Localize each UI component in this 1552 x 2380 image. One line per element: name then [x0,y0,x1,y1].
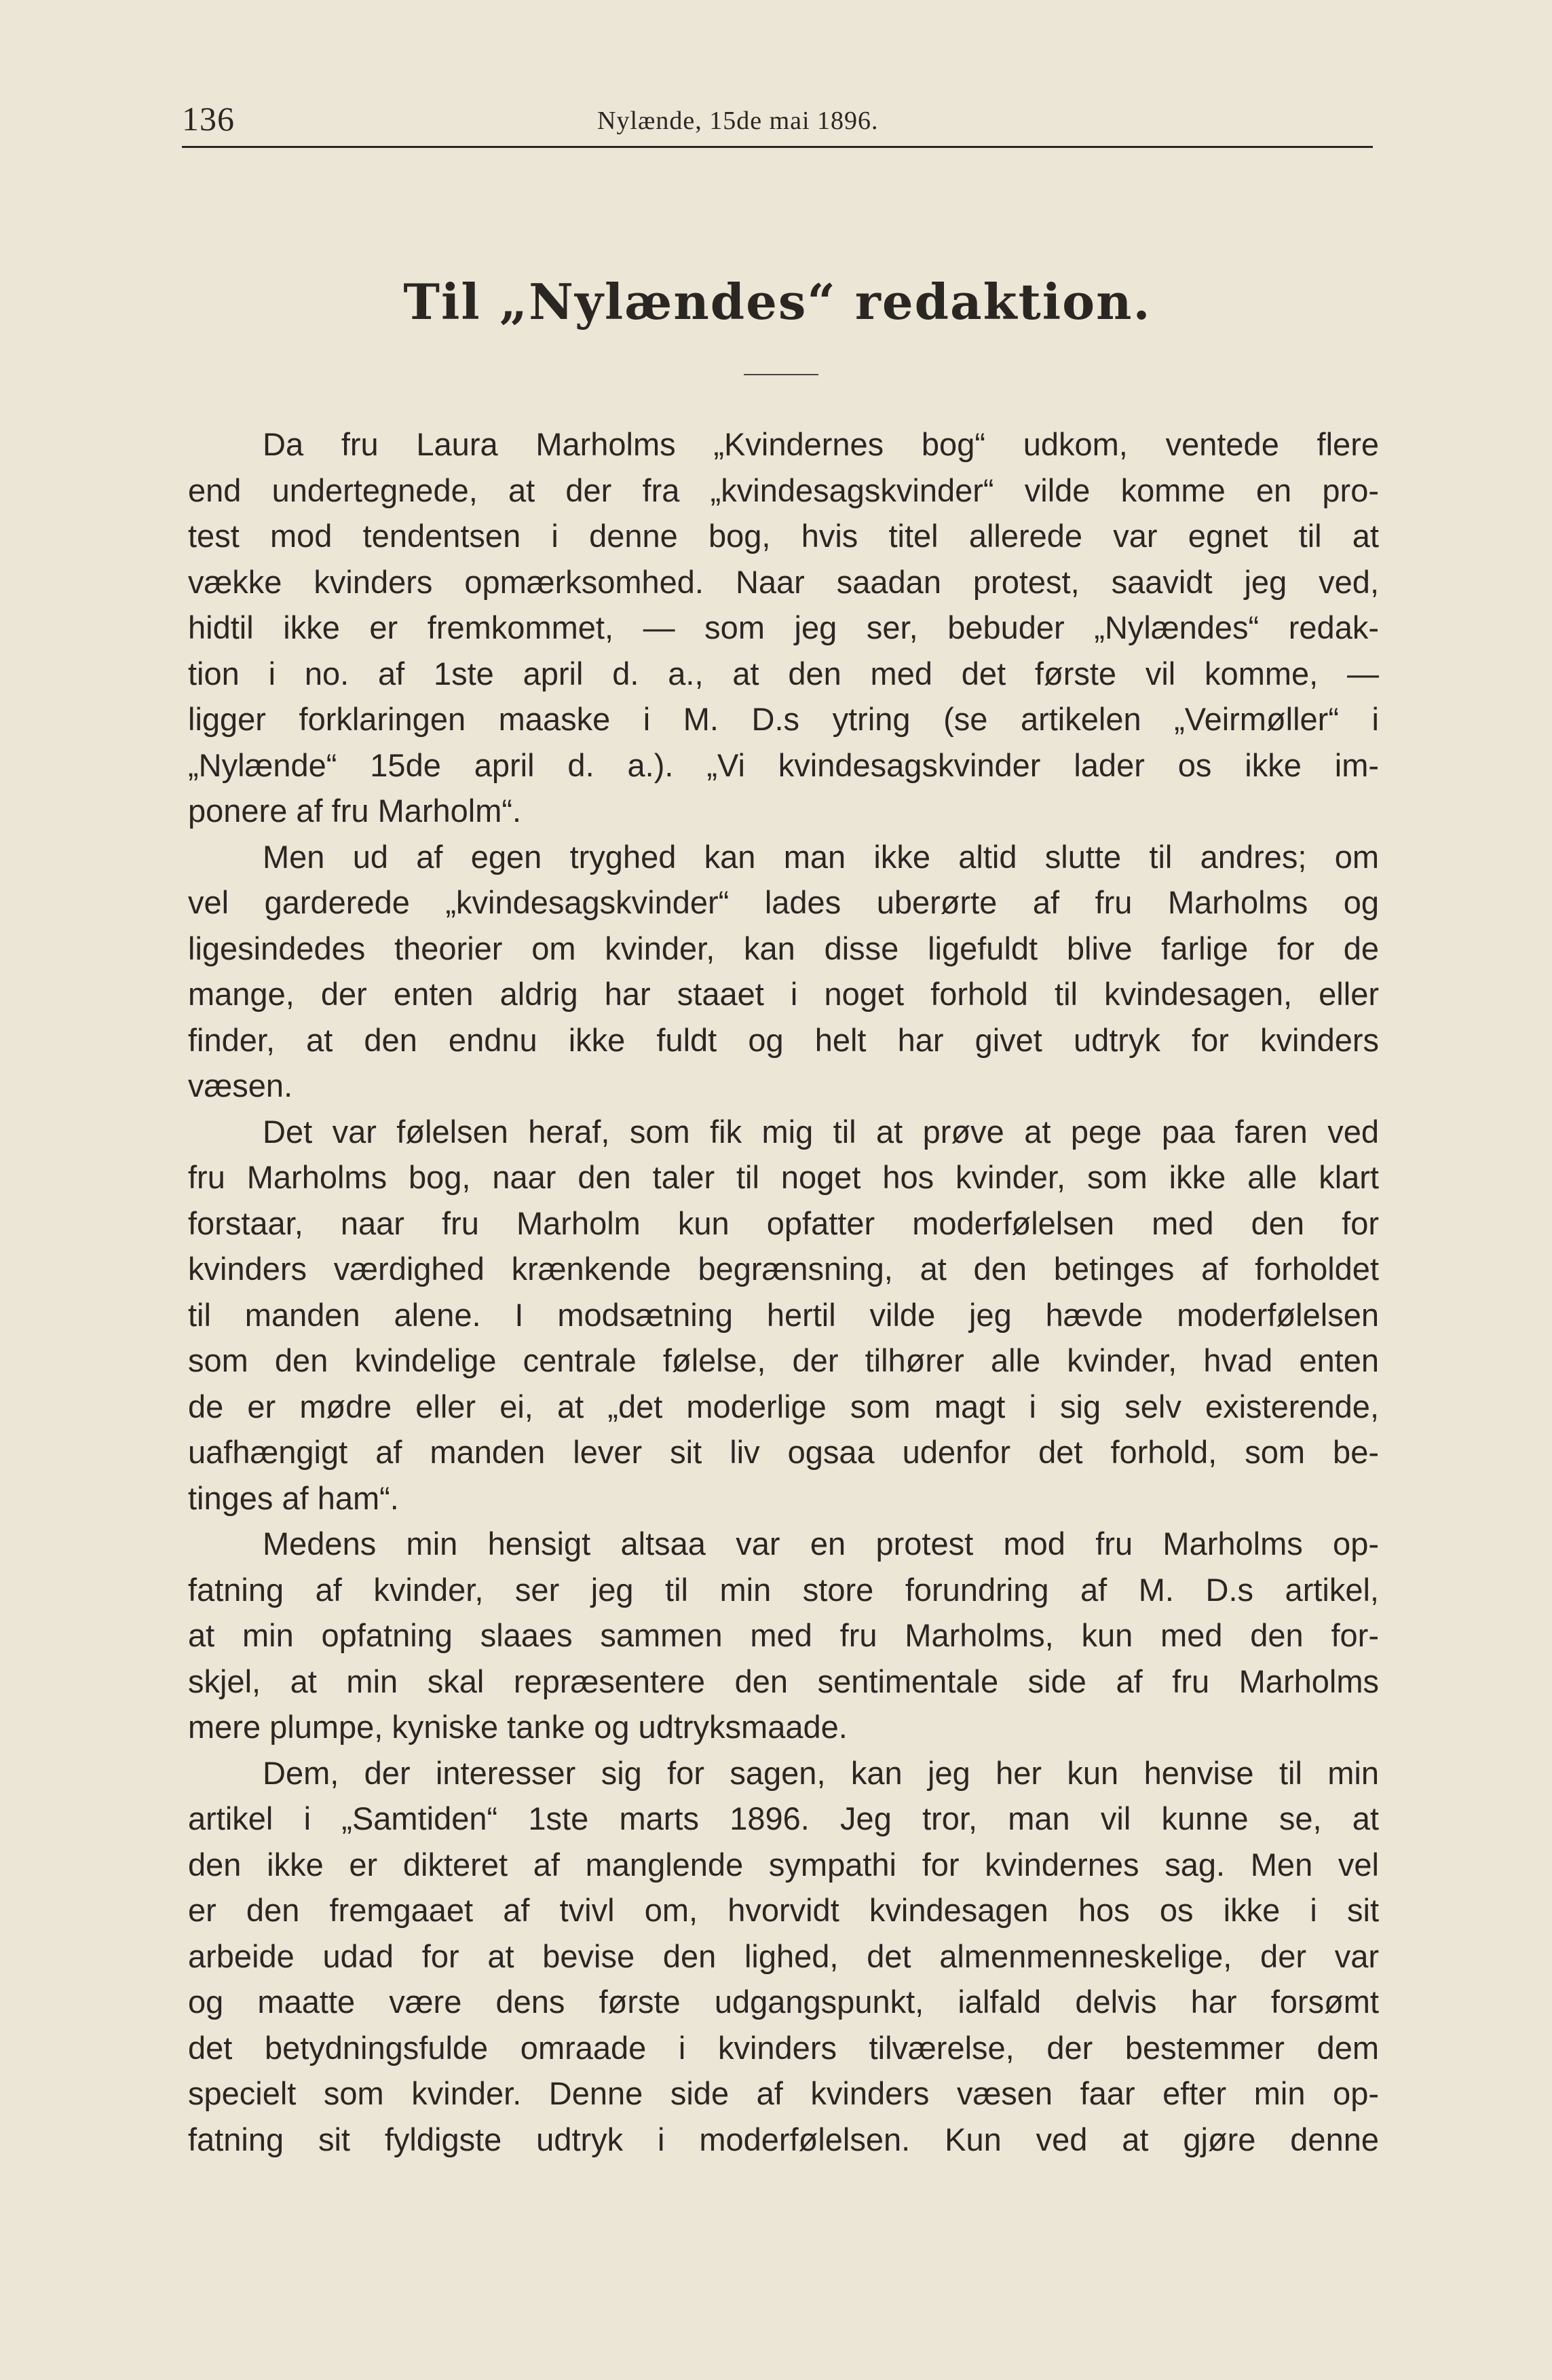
text-line: Men ud af egen tryghed kan man ikke altid slutte til andres; om [263,838,1379,875]
text-line: ligger forklaringen maaske i M. D.s ytring (se artikelen „Veirmøller“ i [188,701,1379,737]
text-line: arbeide udad for at bevise den lighed, det almenmenneskelige, der var [188,1938,1379,1974]
text-line: mere plumpe, kyniske tanke og udtryksmaade. [188,1709,848,1745]
text-line: mange, der enten aldrig har staaet i noget forhold til kvindesagen, eller [188,976,1379,1012]
text-line: at min opfatning slaaes sammen med fru Marholms, kun med den for- [188,1617,1379,1653]
text-line: til manden alene. I modsætning hertil vilde jeg hævde moderfølelsen [188,1296,1379,1333]
text-line: det betydningsfulde omraade i kvinders tilværelse, der bestemmer dem [188,2029,1379,2066]
text-line: hidtil ikke er fremkommet, — som jeg ser, bebuder „Nylændes“ redak- [188,609,1379,645]
text-line: skjel, at min skal repræsentere den sentimentale side af fru Marholms [188,1663,1379,1699]
running-head: Nylænde, 15de mai 1896. [597,107,879,135]
text-line: vel garderede „kvindesagskvinder“ lades uberørte af fru Marholms og [188,884,1379,920]
text-line: test mod tendentsen i denne bog, hvis titel allerede var egnet til at [188,518,1379,554]
text-line: ponere af fru Marholm“. [188,793,522,829]
text-line: specielt som kvinder. Denne side af kvinders væsen faar efter min op- [188,2075,1379,2111]
text-line: artikel i „Samtiden“ 1ste marts 1896. Jeg tror, man vil kunne se, at [188,1800,1379,1836]
text-line: Da fru Laura Marholms „Kvindernes bog“ udkom, ventede flere [263,426,1379,462]
running-header [182,98,1373,139]
text-line: væsen. [188,1068,293,1103]
text-line: de er mødre eller ei, at „det moderlige som magt i sig selv existerende, [188,1388,1379,1424]
text-line: finder, at den endnu ikke fuldt og helt har givet udtryk for kvinders [188,1021,1379,1058]
text-line: vække kvinders opmærksomhed. Naar saadan protest, saavidt jeg ved, [188,563,1379,600]
article-title: Til „Nylændes“ redaktion. [403,273,1152,330]
text-line: som den kvindelige centrale følelse, der tilhører alle kvinder, hvad enten [188,1342,1379,1378]
text-line: ligesindedes theorier om kvinder, kan disse ligefuldt blive farlige for de [188,930,1379,966]
text-line: fatning af kvinder, ser jeg til min store forundring af M. D.s artikel, [188,1571,1379,1608]
text-line: Medens min hensigt altsaa var en protest mod fru Marholms op- [263,1526,1379,1562]
text-line: fru Marholms bog, naar den taler til noget hos kvinder, som ikke alle klart [188,1159,1379,1195]
text-line: tion i no. af 1ste april d. a., at den med det første vil komme, — [188,655,1379,692]
text-line: „Nylænde“ 15de april d. a.). „Vi kvindesagskvinder lader os ikke im- [188,747,1379,783]
title-rule [744,374,818,375]
text-line: Det var følelsen heraf, som fik mig til at prøve at pege paa faren ved [263,1113,1379,1150]
text-line: end undertegnede, at der fra „kvindesagskvinder“ vilde komme en pro- [188,472,1379,508]
text-line: den ikke er dikteret af manglende sympathi for kvindernes sag. Men vel [188,1846,1379,1883]
text-line: og maatte være dens første udgangspunkt, ialfald delvis har forsømt [188,1984,1379,2020]
text-line: er den fremgaaet af tvivl om, hvorvidt kvindesagen hos os ikke i sit [188,1892,1379,1928]
text-line: fatning sit fyldigste udtryk i moderfølelsen. Kun ved at gjøre denne [188,2121,1379,2157]
text-line: Dem, der interesser sig for sagen, kan jeg her kun henvise til min [263,1754,1379,1791]
text-line: forstaar, naar fru Marholm kun opfatter moderfølelsen med den for [188,1205,1379,1241]
article-body [188,421,1379,2162]
text-line: kvinders værdighed krænkende begrænsning, at den betinges af forholdet [188,1251,1379,1287]
text-line: uafhængigt af manden lever sit liv ogsaa udenfor det forhold, som be- [188,1434,1379,1470]
page-number: 136 [182,100,235,138]
header-rule [182,146,1373,148]
text-line: tinges af ham“. [188,1479,399,1516]
